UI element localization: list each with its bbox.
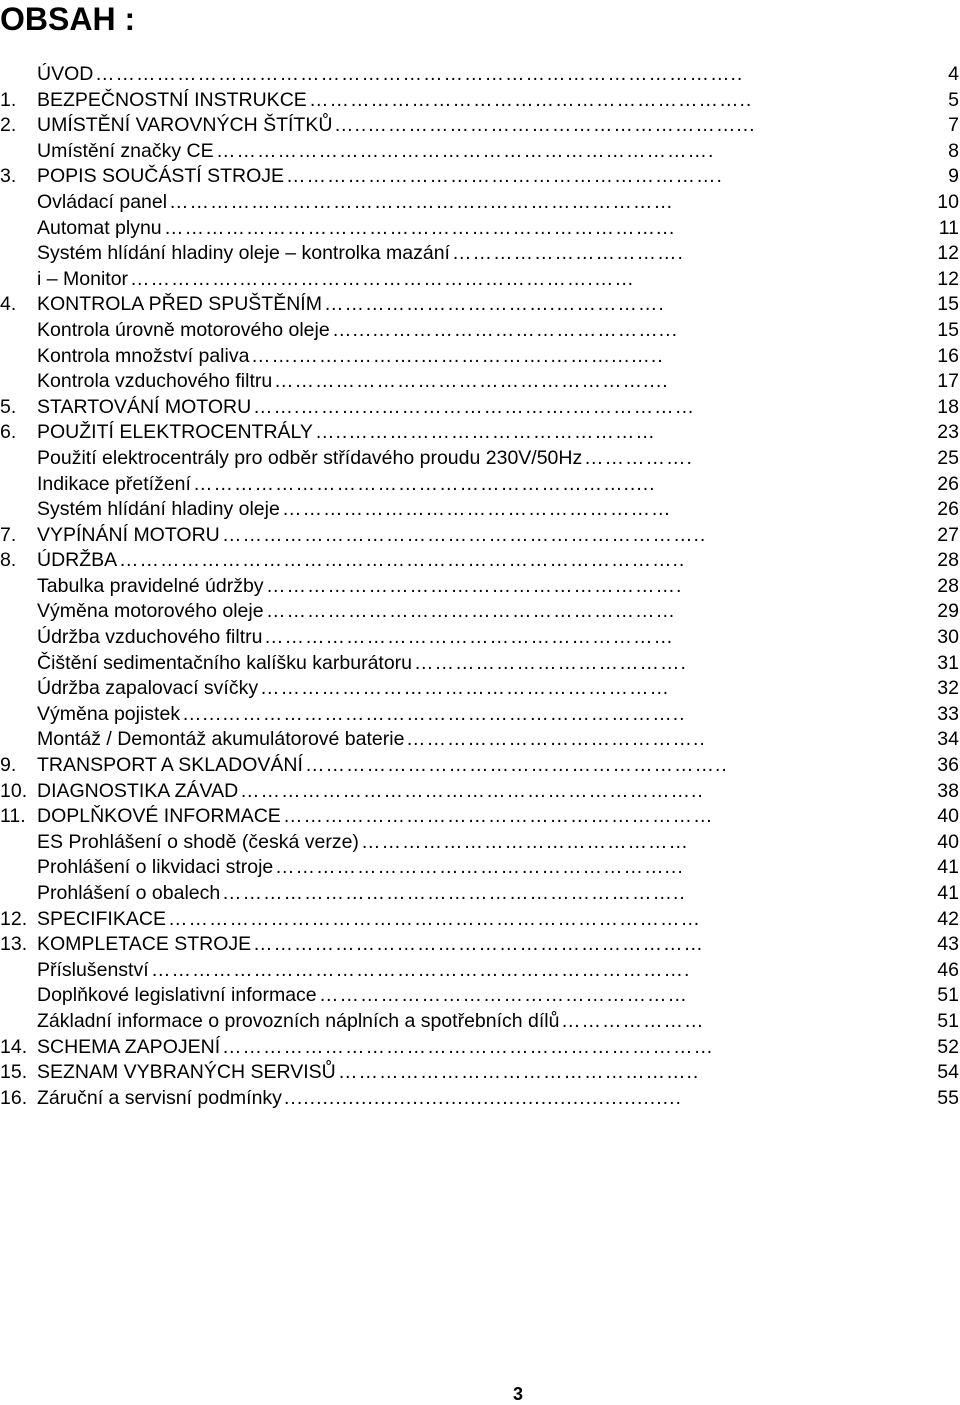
toc-entry-page: 11 bbox=[938, 216, 959, 239]
toc-entry-leader: …………………………………………………… bbox=[264, 626, 674, 649]
toc-entry-leader: ………………………………………………………….. bbox=[240, 779, 704, 802]
toc-entry[interactable] bbox=[0, 932, 960, 958]
toc-entry-label: Umístění značky CE bbox=[37, 139, 214, 162]
toc-entry-page: 29 bbox=[937, 600, 959, 623]
toc-entry-page: 52 bbox=[937, 1035, 959, 1058]
toc-entry-page: 16 bbox=[937, 344, 959, 367]
toc-entry[interactable] bbox=[0, 62, 960, 88]
toc-entry[interactable] bbox=[0, 241, 960, 267]
toc-entry[interactable] bbox=[0, 395, 960, 421]
toc-entry-page: 17 bbox=[937, 370, 959, 393]
toc-entry-page: 33 bbox=[937, 702, 959, 725]
toc-entry[interactable] bbox=[0, 164, 960, 190]
toc-entry-leader: ……………………………………………………………………. bbox=[151, 958, 691, 981]
toc-entry-leader: ………………………………………………………………... bbox=[164, 216, 676, 239]
toc-entry-label: VYPÍNÁNÍ MOTORU bbox=[37, 523, 220, 546]
toc-entry-label: Kontrola množství paliva bbox=[37, 344, 250, 367]
toc-entry-leader: …………….…………………………………………….…… bbox=[130, 267, 635, 290]
toc-entry[interactable] bbox=[0, 1009, 960, 1035]
toc-entry-label: Výměna motorového oleje bbox=[37, 600, 264, 623]
toc-entry-label: Čištění sedimentačního kalíšku karburátoru bbox=[37, 651, 413, 674]
toc-entry-label: Záruční a servisní podmínky bbox=[37, 1086, 282, 1109]
toc-entry[interactable] bbox=[0, 727, 960, 753]
toc-entry-number: 9. bbox=[0, 754, 17, 777]
toc-entry-leader: …………………………………………………… bbox=[266, 600, 676, 623]
toc-entry-label: ÚDRŽBA bbox=[37, 549, 118, 572]
toc-entry-label: DOPLŇKOVÉ INFORMACE bbox=[37, 805, 281, 828]
toc-entry-leader: ………………………………………………………..... bbox=[193, 472, 656, 495]
toc-entry-leader: ……………………………………………………. bbox=[266, 574, 683, 597]
page-title: OBSAH : bbox=[0, 1, 136, 37]
toc-entry-page: 15 bbox=[937, 293, 959, 316]
toc-entry-label: UMÍSTĚNÍ VAROVNÝCH ŠTÍTKŮ bbox=[37, 114, 333, 137]
toc-entry-number: 5. bbox=[0, 395, 17, 418]
toc-entry-page: 51 bbox=[937, 1009, 959, 1032]
toc-entry-leader: …….……..……….……………….………...….. bbox=[251, 344, 664, 367]
toc-entry-page: 40 bbox=[937, 830, 959, 853]
toc-entry-number: 12. bbox=[0, 907, 28, 930]
toc-entry-page: 43 bbox=[937, 933, 959, 956]
toc-entry-page: 9 bbox=[948, 165, 959, 188]
toc-entry[interactable] bbox=[0, 574, 960, 600]
toc-entry-label: TRANSPORT A SKLADOVÁNÍ bbox=[37, 754, 303, 777]
toc-entry-page: 51 bbox=[937, 984, 959, 1007]
toc-entry-leader: .............................................................. bbox=[284, 1086, 682, 1109]
toc-entry[interactable] bbox=[0, 625, 960, 651]
toc-entry-page: 32 bbox=[937, 677, 959, 700]
toc-entry-label: Systém hlídání hladiny oleje bbox=[37, 498, 280, 521]
toc-entry[interactable] bbox=[0, 881, 960, 907]
toc-entry-label: BEZPEČNOSTNÍ INSTRUKCE bbox=[37, 88, 307, 111]
toc-entry[interactable] bbox=[0, 497, 960, 523]
toc-entry-leader: ………………………………………………………………………………….. bbox=[95, 63, 744, 85]
toc-entry-number: 10. bbox=[0, 779, 28, 802]
toc-entry-page: 42 bbox=[937, 907, 959, 930]
toc-entry-page: 46 bbox=[937, 958, 959, 981]
toc-entry[interactable] bbox=[0, 599, 960, 625]
toc-entry-number: 14. bbox=[0, 1035, 28, 1058]
toc-entry-label: Tabulka pravidelné údržby bbox=[37, 574, 264, 597]
toc-entry-label: Základní informace o provozních náplních a spotřebních dílů bbox=[37, 1009, 560, 1032]
toc-entry[interactable] bbox=[0, 446, 960, 472]
table-of-contents bbox=[0, 62, 960, 1111]
toc-entry-page: 38 bbox=[937, 779, 959, 802]
toc-entry-leader: ………………………………………………… bbox=[282, 498, 672, 521]
toc-entry[interactable] bbox=[0, 804, 960, 830]
toc-entry-page: 36 bbox=[937, 754, 959, 777]
toc-entry-leader: ……………………………………………………………………….. bbox=[119, 549, 686, 572]
toc-entry-label: POPIS SOUČÁSTÍ STROJE bbox=[37, 165, 285, 188]
toc-entry-number: 8. bbox=[0, 549, 17, 572]
toc-entry-page: 28 bbox=[937, 574, 959, 597]
toc-entry-label: SEZNAM VYBRANÝCH SERVISŮ bbox=[37, 1061, 336, 1084]
toc-entry[interactable] bbox=[0, 702, 960, 728]
toc-entry-leader: ……………………………………………………….. bbox=[309, 88, 753, 111]
toc-entry-leader: …………………………….……………. bbox=[324, 293, 665, 316]
toc-entry-label: Příslušenství bbox=[37, 958, 149, 981]
toc-entry-label: KONTROLA PŘED SPUŠTĚNÍM bbox=[37, 293, 322, 316]
toc-entry[interactable] bbox=[0, 1086, 960, 1112]
page-number: 3 bbox=[512, 1384, 523, 1404]
toc-entry-label: Prohlášení o obalech bbox=[37, 882, 221, 904]
toc-entry-page: 10 bbox=[937, 190, 959, 213]
toc-entry-label: Kontrola vzduchového filtru bbox=[37, 370, 273, 393]
toc-entry[interactable] bbox=[0, 369, 960, 395]
toc-entry-leader: …………………………………….. bbox=[406, 728, 706, 751]
toc-entry-label: Montáž / Demontáž akumulátorové baterie bbox=[37, 728, 405, 751]
toc-entry-page: 54 bbox=[937, 1061, 959, 1084]
toc-entry-page: 12 bbox=[937, 242, 959, 265]
toc-entry[interactable] bbox=[0, 472, 960, 498]
toc-entry[interactable] bbox=[0, 292, 960, 318]
toc-entry-page: 55 bbox=[937, 1086, 959, 1109]
toc-entry[interactable] bbox=[0, 651, 960, 677]
toc-entry-leader: ………………………………………..……………………… bbox=[169, 190, 674, 213]
toc-entry-page: 34 bbox=[937, 728, 959, 751]
toc-entry-leader: …….………...……………………….……………… bbox=[253, 395, 696, 418]
toc-entry[interactable] bbox=[0, 753, 960, 779]
toc-entry[interactable] bbox=[0, 958, 960, 984]
toc-entry-label: Výměna pojistek bbox=[37, 702, 181, 725]
toc-entry[interactable] bbox=[0, 420, 960, 446]
toc-entry-label: Automat plynu bbox=[37, 216, 162, 239]
toc-entry-number: 3. bbox=[0, 165, 17, 188]
toc-entry-leader: ………………………………………………………….. bbox=[222, 882, 686, 904]
toc-entry-page: 18 bbox=[937, 395, 959, 418]
toc-entry-page: 41 bbox=[937, 856, 959, 879]
toc-entry-label: Prohlášení o likvidaci stroje bbox=[37, 856, 274, 879]
toc-entry-leader: …………………………………………………………………… bbox=[168, 907, 701, 930]
toc-entry-leader: …...………………………………………………………….. bbox=[182, 702, 686, 725]
toc-entry-label: SPECIFIKACE bbox=[37, 907, 166, 930]
toc-entry[interactable] bbox=[0, 523, 960, 549]
toc-entry-number: 15. bbox=[0, 1061, 28, 1084]
toc-entry-label: Kontrola úrovně motorového oleje bbox=[37, 318, 330, 341]
toc-entry-page: 8 bbox=[948, 139, 959, 162]
toc-entry-number: 6. bbox=[0, 421, 17, 444]
toc-entry-leader: ………………………………………………………. bbox=[286, 165, 723, 188]
toc-entry[interactable] bbox=[0, 318, 960, 344]
toc-entry-label: SCHEMA ZAPOJENÍ bbox=[37, 1035, 221, 1058]
toc-entry-label: POUŽITÍ ELEKTROCENTRÁLY bbox=[37, 421, 313, 444]
toc-entry-page: 30 bbox=[937, 626, 959, 649]
toc-entry-leader: ………………………………………………………… bbox=[253, 933, 704, 956]
toc-entry-label: Údržba zapalovací svíčky bbox=[37, 677, 259, 700]
toc-entry[interactable] bbox=[0, 830, 960, 856]
toc-entry[interactable] bbox=[0, 676, 960, 702]
toc-entry-page: 15 bbox=[937, 318, 959, 341]
toc-entry[interactable] bbox=[0, 113, 960, 139]
toc-entry-number: 13. bbox=[0, 933, 28, 956]
toc-entry[interactable] bbox=[0, 779, 960, 805]
toc-entry-leader: ……………………………. bbox=[452, 242, 684, 265]
toc-entry-page: 7 bbox=[948, 114, 959, 137]
toc-entry-label: Doplňkové legislativní informace bbox=[37, 984, 317, 1007]
toc-entry-leader: …...……………………………………... bbox=[332, 318, 679, 341]
toc-entry-leader: ………………………………………………………………. bbox=[216, 139, 715, 162]
toc-entry-number: 4. bbox=[0, 293, 17, 316]
toc-entry-page: 28 bbox=[937, 549, 959, 572]
toc-entry-leader: ……………………………………………………………… bbox=[222, 1035, 714, 1058]
toc-entry-page: 41 bbox=[937, 882, 959, 904]
toc-entry-label: i – Monitor bbox=[37, 267, 129, 290]
toc-entry-leader: …………………………………………………………….. bbox=[222, 523, 707, 546]
toc-entry-leader: ……………………………………………………… bbox=[283, 805, 714, 828]
toc-entry-leader: ……………………………………………….... bbox=[274, 370, 669, 393]
toc-entry-number: 16. bbox=[0, 1086, 28, 1109]
toc-entry[interactable] bbox=[0, 1035, 960, 1061]
toc-entry-page: 26 bbox=[937, 498, 959, 521]
toc-entry-label: Údržba vzduchového filtru bbox=[37, 626, 263, 649]
toc-entry-number: 7. bbox=[0, 523, 17, 546]
toc-entry[interactable] bbox=[0, 267, 960, 293]
toc-entry[interactable] bbox=[0, 344, 960, 370]
toc-entry-label: ES Prohlášení o shodě (česká verze) bbox=[37, 830, 359, 853]
toc-entry-page: 12 bbox=[937, 267, 959, 290]
toc-entry-page: 25 bbox=[937, 446, 959, 469]
toc-entry-number: 1. bbox=[0, 88, 17, 111]
toc-entry-label: ÚVOD bbox=[37, 63, 94, 85]
toc-entry-leader: …………………………………………………... bbox=[275, 856, 684, 879]
toc-entry-leader: …..………………………………………………... bbox=[334, 114, 756, 137]
toc-entry-number: 2. bbox=[0, 114, 17, 137]
toc-entry-number: 11. bbox=[0, 805, 26, 828]
toc-entry[interactable] bbox=[0, 907, 960, 933]
toc-entry[interactable] bbox=[0, 139, 960, 165]
toc-entry-page: 31 bbox=[937, 651, 959, 674]
toc-entry-leader: …………………………………………………….. bbox=[305, 754, 728, 777]
toc-entry-page: 23 bbox=[937, 421, 959, 444]
toc-entry-label: Ovládací panel bbox=[37, 190, 168, 213]
toc-entry-leader: …………………………………………….. bbox=[338, 1061, 700, 1084]
toc-entry[interactable] bbox=[0, 216, 960, 242]
toc-entry-label: STARTOVÁNÍ MOTORU bbox=[37, 395, 252, 418]
toc-entry-page: 5 bbox=[948, 88, 959, 111]
toc-entry[interactable] bbox=[0, 190, 960, 216]
toc-entry-leader: …………………………………………………… bbox=[260, 677, 670, 700]
toc-entry-label: Použití elektrocentrály pro odběr střídavého proudu 230V/50Hz bbox=[37, 446, 583, 469]
toc-entry[interactable] bbox=[0, 1060, 960, 1086]
toc-entry-page: 40 bbox=[937, 805, 959, 828]
toc-entry-page: 26 bbox=[937, 472, 959, 495]
toc-entry[interactable] bbox=[0, 855, 960, 881]
toc-entry-label: KOMPLETACE STROJE bbox=[37, 933, 252, 956]
toc-entry-leader: ………………………………………… bbox=[361, 830, 689, 853]
toc-entry[interactable] bbox=[0, 88, 960, 114]
toc-entry-label: Indikace přetížení bbox=[37, 472, 191, 495]
toc-entry-leader: …………………………………. bbox=[414, 651, 687, 674]
toc-entry-leader: ……………. bbox=[584, 446, 693, 469]
toc-entry[interactable] bbox=[0, 548, 960, 574]
toc-entry-leader: ……………………………………………… bbox=[319, 984, 688, 1007]
toc-entry-label: DIAGNOSTIKA ZÁVAD bbox=[37, 779, 239, 802]
toc-entry-page: 4 bbox=[948, 63, 959, 85]
toc-entry-page: 27 bbox=[937, 523, 959, 546]
toc-entry-label: Systém hlídání hladiny oleje – kontrolka mazání bbox=[37, 242, 450, 265]
toc-entry-leader: ………………… bbox=[561, 1009, 705, 1032]
toc-entry-leader: …..……………………………………… bbox=[315, 421, 656, 444]
toc-entry[interactable] bbox=[0, 983, 960, 1009]
